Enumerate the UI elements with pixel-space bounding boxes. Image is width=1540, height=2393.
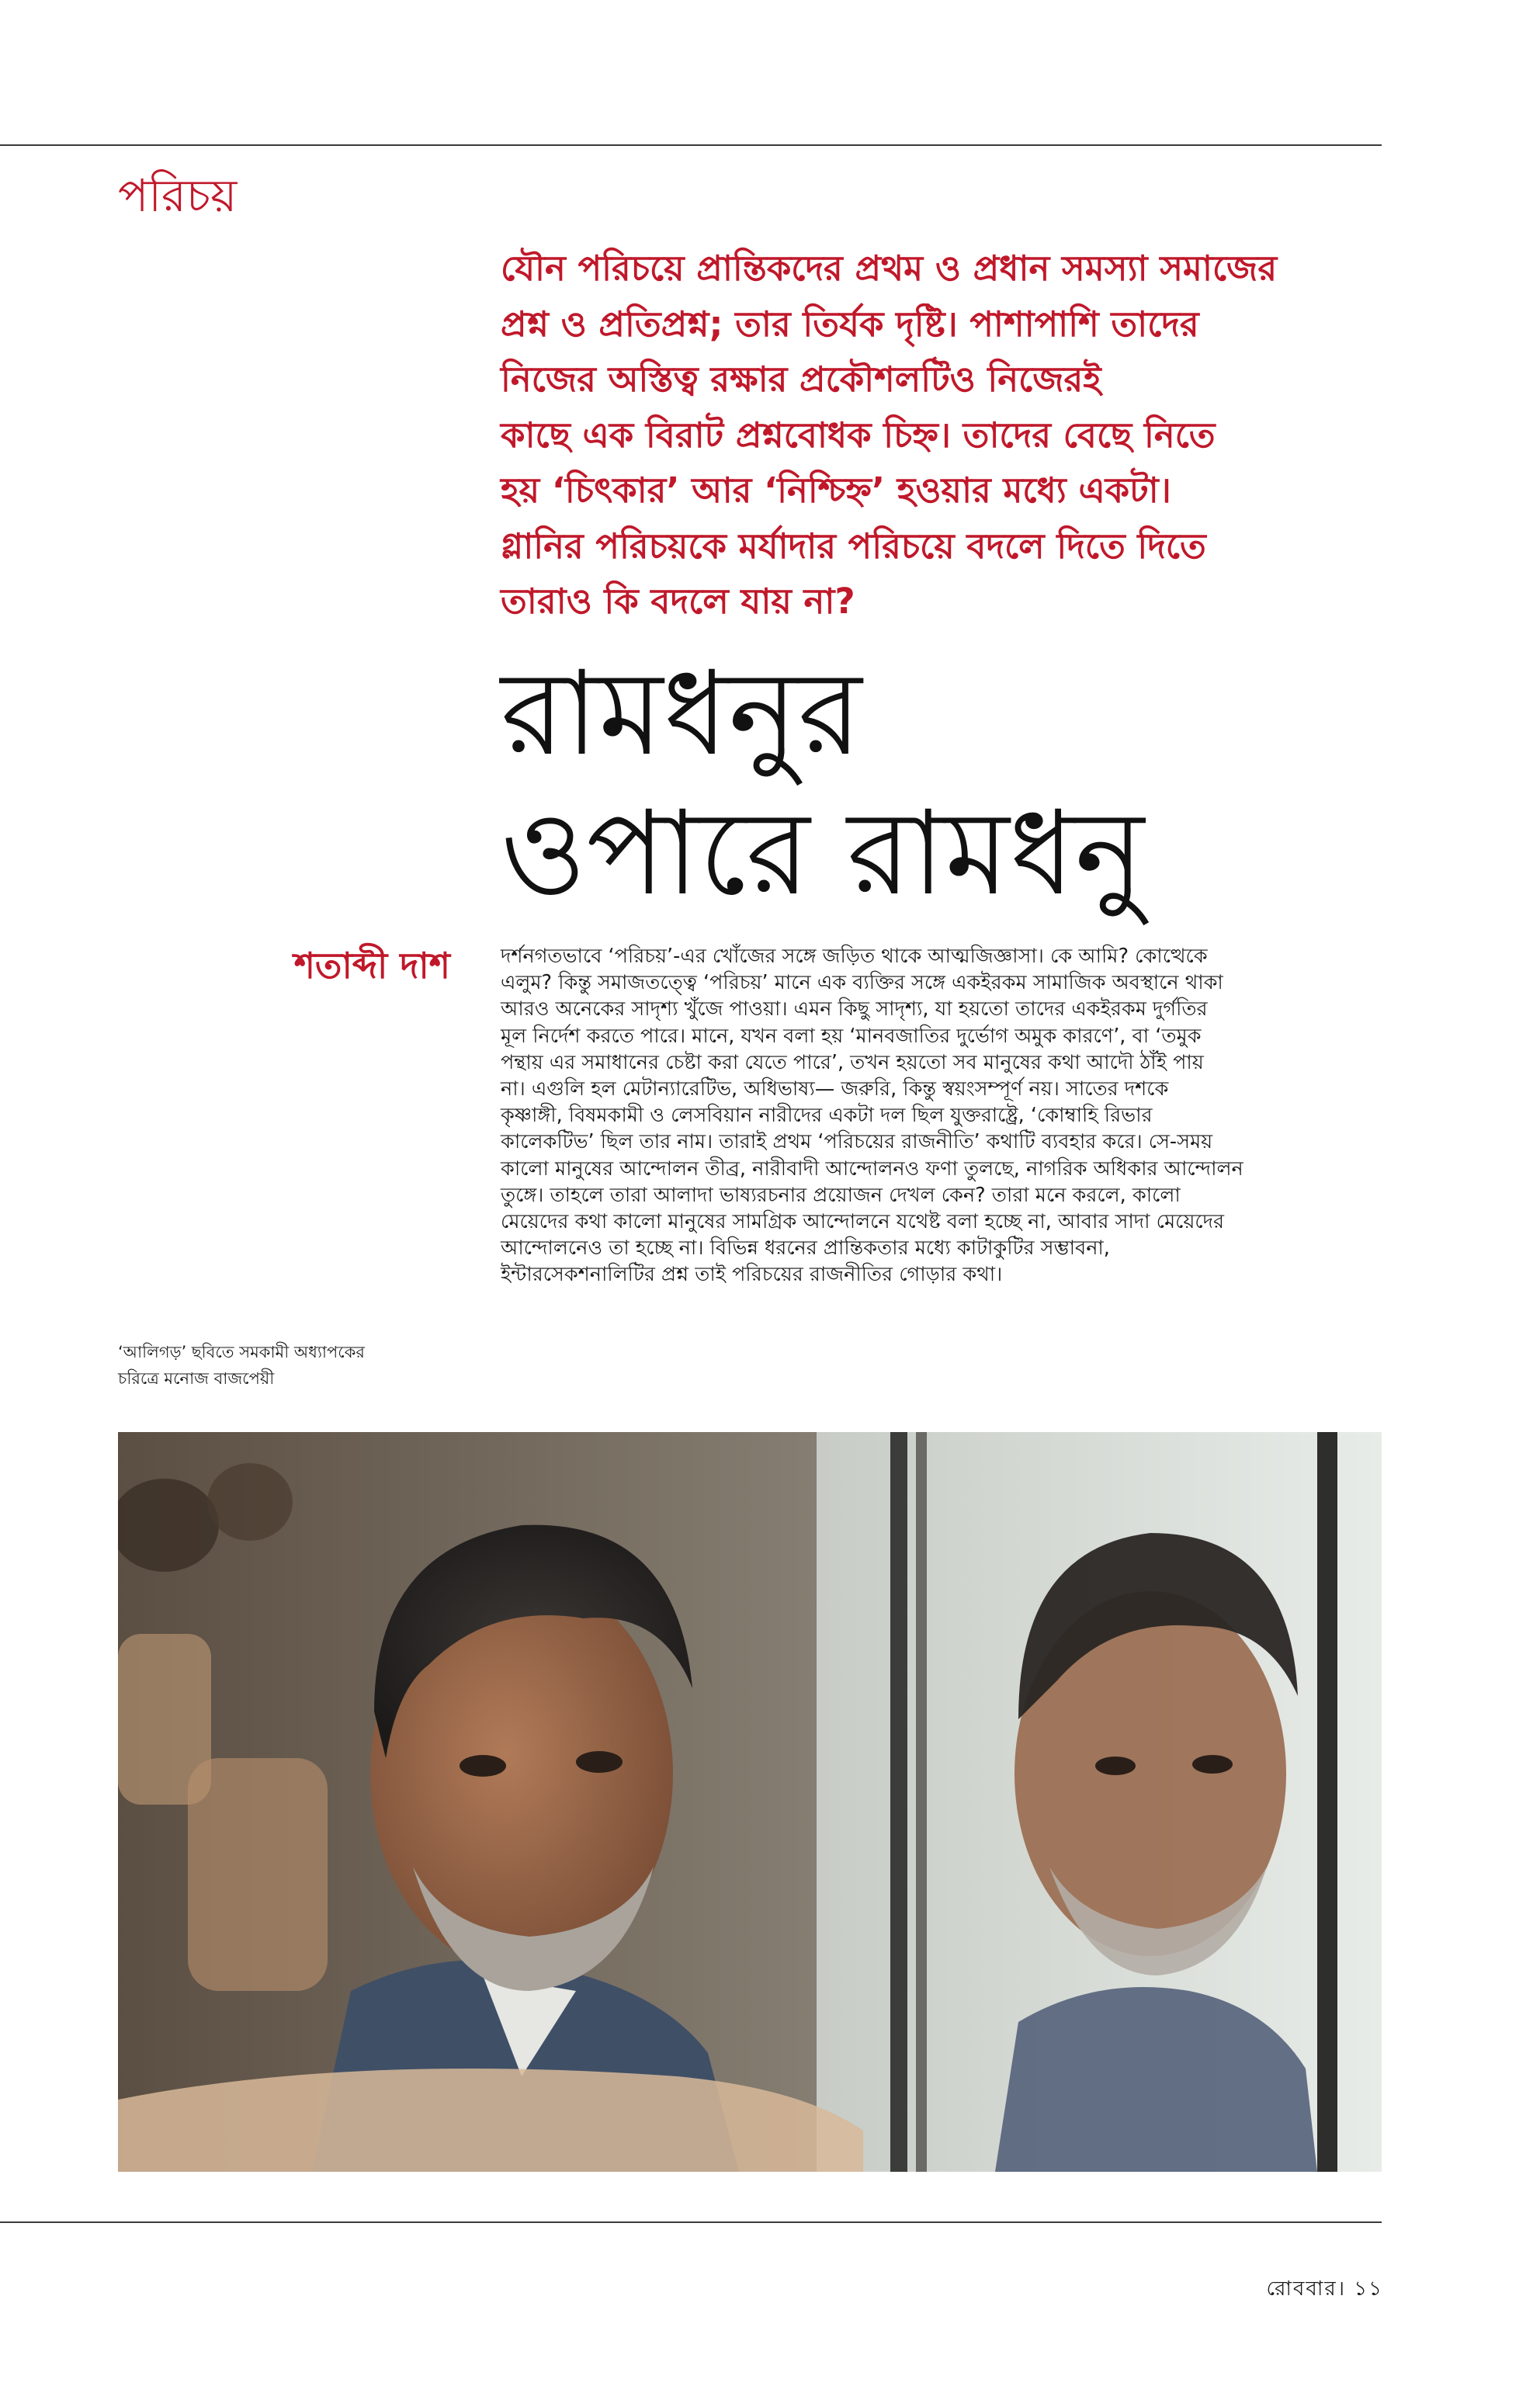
article-body (501, 943, 1401, 1288)
standfirst-line: নিজের অস্তিত্ব রক্ষার প্রকৌশলটিও নিজেরই (501, 359, 1101, 400)
body-line: ইন্টারসেকশনালিটির প্রশ্ন তাই পরিচয়ের রাজনীতির গোড়ার কথা। (501, 1263, 1003, 1287)
window-frame (916, 1432, 927, 2172)
top-rule (0, 144, 1382, 146)
figure-eye (576, 1751, 623, 1773)
headline (501, 644, 1386, 924)
section-label: পরিচয় (118, 169, 238, 222)
body-line: এলুম? কিন্তু সমাজতত্ত্বে ‘পরিচয়’ মানে এক ব্যক্তির সঙ্গে একইরকম সামাজিক অবস্থানে থাকা (501, 971, 1223, 995)
body-line: দর্শনগতভাবে ‘পরিচয়’-এর খোঁজের সঙ্গে জড়িত থাকে আত্মজিজ্ঞাসা। কে আমি? কোত্থেকে (501, 945, 1208, 968)
body-line: কালো মানুষের আন্দোলন তীব্র, নারীবাদী আন্দোলনও ফণা তুলছে, নাগরিক অধিকার আন্দোলন (501, 1157, 1243, 1181)
body-line: কালেকটিভ’ ছিল তার নাম। তারাই প্রথম ‘পরিচয়ের রাজনীতি’ কথাটি ব্যবহার করে। সে-সময় (501, 1130, 1213, 1154)
standfirst-line: প্রশ্ন ও প্রতিপ্রশ্ন; তার তির্যক দৃষ্টি। পাশাপাশি তাদের (501, 303, 1199, 345)
body-line: মেয়েদের কথা কালো মানুষের সামগ্রিক আন্দোলনে যথেষ্ট বলা হচ্ছে না, আবার সাদা মেয়েদের (501, 1210, 1225, 1234)
standfirst-line: তারাও কি বদলে যায় না? (501, 581, 855, 622)
seat-back (188, 1758, 328, 1991)
standfirst (501, 241, 1378, 629)
background-passenger (207, 1463, 293, 1541)
window-frame (890, 1432, 907, 2172)
standfirst-line: হয় ‘চিৎকার’ আর ‘নিশ্চিহ্ন’ হওয়ার মধ্যে একটা। (501, 470, 1171, 511)
window-frame (1317, 1432, 1337, 2172)
reflection-eye (1095, 1757, 1136, 1775)
figure-eye (460, 1755, 506, 1777)
headline-line: ওপারে রামধনু (501, 786, 1145, 921)
standfirst-line: গ্লানির পরিচয়কে মর্যাদার পরিচয়ে বদলে দিতে দিতে (501, 525, 1206, 567)
body-line: না। এগুলি হল মেটান্যারেটিভ, অধিভাষ্য— জরুরি, কিন্তু স্বয়ংসম্পূর্ণ নয়। সাতের দশকে (501, 1077, 1169, 1101)
body-line: পন্থায় এর সমাধানের চেষ্টা করা যেতে পারে’, তখন হয়তো সব মানুষের কথা আদৌ ঠাঁই পায় (501, 1050, 1204, 1074)
photo-caption (118, 1339, 460, 1392)
body-line: কৃষ্ণাঙ্গী, বিষমকামী ও লেসবিয়ান নারীদের একটা দল ছিল যুক্তরাষ্ট্রে, ‘কোম্বাহি রিভার (501, 1104, 1153, 1128)
byline: শতাব্দী দাশ (293, 945, 450, 987)
standfirst-line: কাছে এক বিরাট প্রশ্নবোধক চিহ্ন। তাদের বেছে নিতে (501, 414, 1216, 456)
body-line: তুঙ্গে। তাহলে তারা আলাদা ভাষ্যরচনার প্রয়োজন দেখল কেন? তারা মনে করলে, কালো (501, 1183, 1181, 1207)
page-folio: রোববার। ১১ (1266, 2277, 1383, 2301)
body-line: আন্দোলনেও তা হচ্ছে না। বিভিন্ন ধরনের প্রান্তিকতার মধ্যে কাটাকুটির সম্ভাবনা, (501, 1236, 1110, 1261)
standfirst-line: যৌন পরিচয়ে প্রান্তিকদের প্রথম ও প্রধান সমস্যা সমাজের (501, 248, 1278, 289)
reflection-eye (1192, 1755, 1233, 1774)
caption-line: চরিত্রে মনোজ বাজপেয়ী (118, 1369, 275, 1388)
body-line: মূল নির্দেশ করতে পারে। মানে, যখন বলা হয় ‘মানবজাতির দুর্ভোগ অমুক কারণে’, বা ‘তমুক (501, 1024, 1202, 1048)
body-line: আরও অনেকের সাদৃশ্য খুঁজে পাওয়া। এমন কিছু সাদৃশ্য, যা হয়তো তাদের একইরকম দুর্গতির (501, 997, 1208, 1021)
photo-illustration (118, 1432, 1382, 2172)
bottom-rule (0, 2221, 1382, 2223)
caption-line: ‘আলিগড়’ ছবিতে সমকামী অধ্যাপকের (118, 1343, 365, 1361)
article-photo (118, 1432, 1382, 2172)
headline-line: রামধনুর (501, 647, 862, 782)
